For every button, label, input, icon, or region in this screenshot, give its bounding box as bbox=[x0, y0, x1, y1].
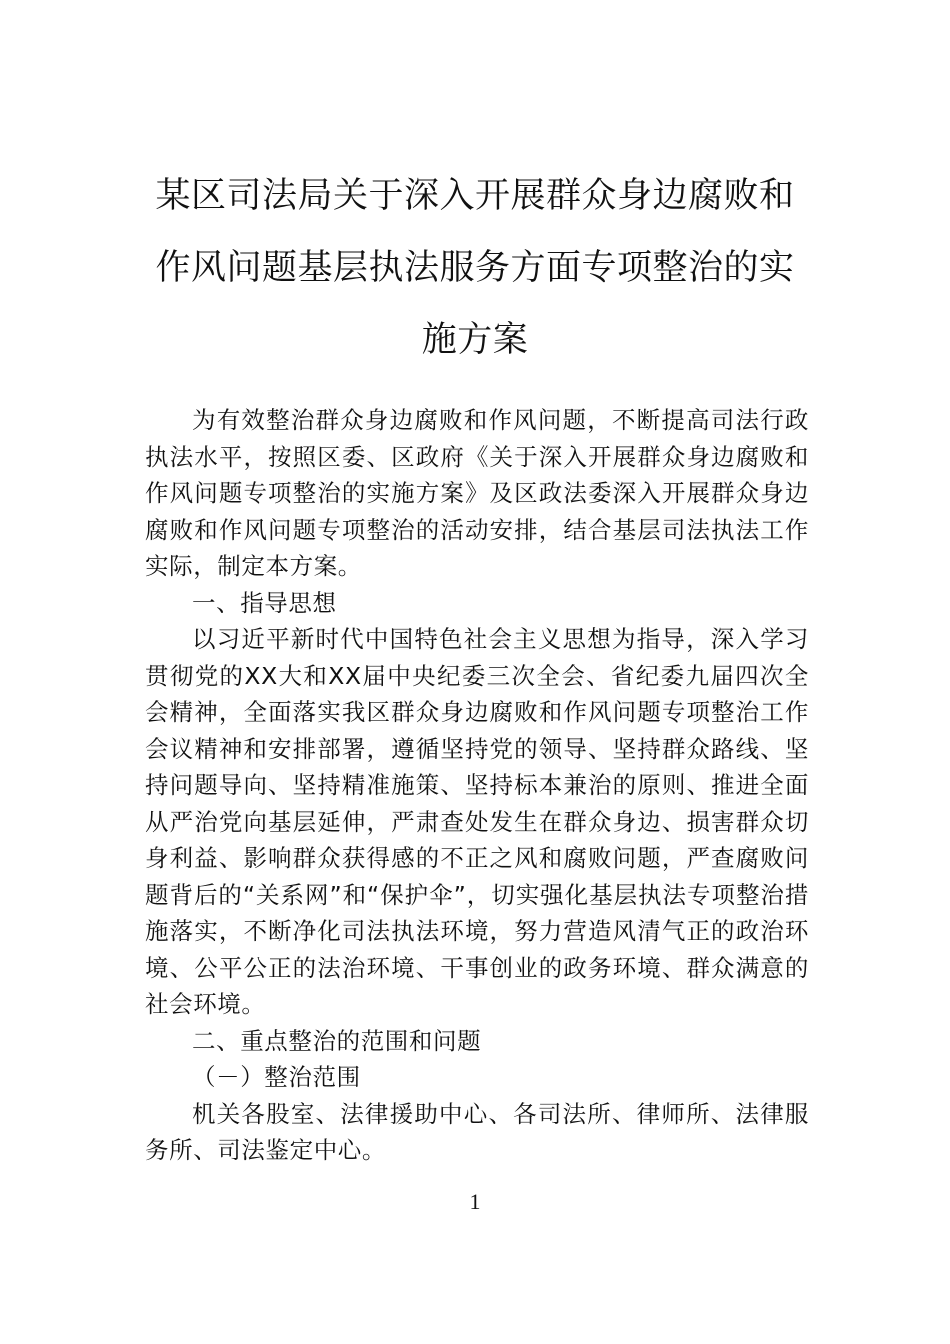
intro-paragraph: 为有效整治群众身边腐败和作风问题，不断提高司法行政执法水平，按照区委、区政府《关于深入开展群众身边腐败和作风问题专项整治的实施方案》及区政法委深入开展群众身边腐败和作风问题专项整治的活动安排，结合基层司法执法工作实际，制定本方案。 bbox=[145, 406, 809, 580]
document-body bbox=[145, 402, 809, 1169]
title-line-1: 某区司法局关于深入开展群众身边腐败和 bbox=[155, 176, 795, 216]
subsection-heading-scope: （－）整治范围 bbox=[192, 1063, 361, 1091]
guiding-ideology-paragraph: 以习近平新时代中国特色社会主义思想为指导，深入学习贯彻党的XX大和XX届中央纪委三次全会、省纪委九届四次全会精神，全面落实我区群众身边腐败和作风问题专项整治工作会议精神和安排部署，遵循坚持党的领导、坚持群众路线、坚持问题导向、坚持精准施策、坚持标本兼治的原则、推进全面从严治党向基层延伸，严肃查处发生在群众身边、损害群众切身利益、影响群众获得感的不正之风和腐败问题，严查腐败问题背后的“关系网”和“保护伞”，切实强化基层执法专项整治措施落实，不断净化司法执法环境，努力营造风清气正的政治环境、公平公正的法治环境、干事创业的政务环境、群众满意的社会环境。 bbox=[145, 625, 809, 1018]
scope-paragraph: 机关各股室、法律援助中心、各司法所、律师所、法律服务所、司法鉴定中心。 bbox=[145, 1099, 809, 1164]
title-line-3: 施方案 bbox=[421, 320, 529, 360]
page-number: 1 bbox=[469, 1189, 481, 1214]
section-heading-guiding-ideology: 一、指导思想 bbox=[192, 588, 337, 617]
title-line-2: 作风问题基层执法服务方面专项整治的实 bbox=[155, 248, 795, 288]
document-title bbox=[130, 160, 820, 376]
section-heading-key-issues: 二、重点整治的范围和问题 bbox=[192, 1026, 482, 1055]
